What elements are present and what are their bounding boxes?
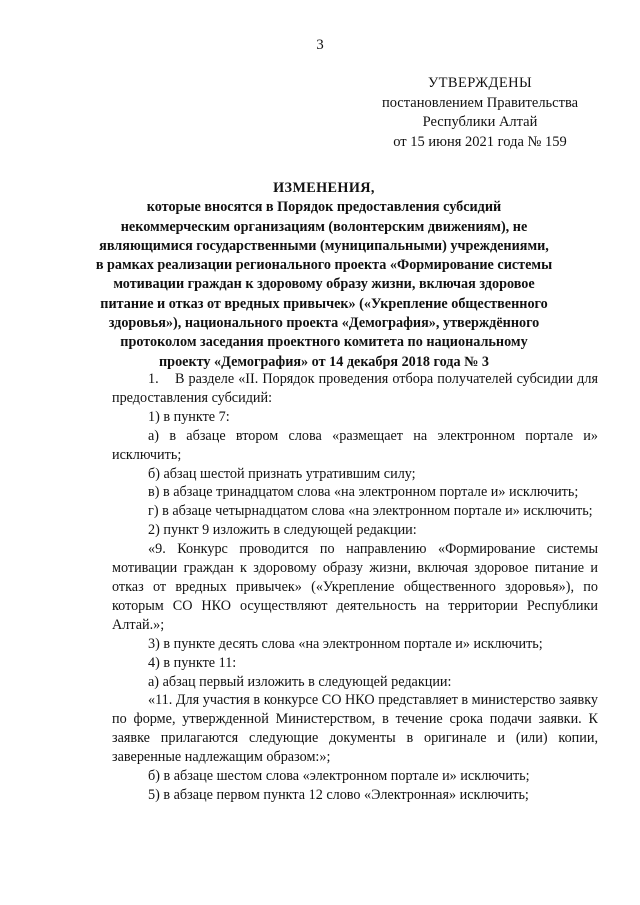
body-paragraph: б) абзац шестой признать утратившим силу; <box>148 465 416 482</box>
body-paragraph: «11. Для участия в конкурсе СО НКО представляет в министерство заявку по форме, утвержденной Министерством, в течение срока подачи заявки. К заявке прилагаются следующие документы в оригинале и (или) копии, заверенные надлежащим образом:»; <box>112 692 598 766</box>
title-line: которые вносятся в Порядок предоставления субсидий <box>146 199 502 216</box>
body-paragraph: а) абзац первый изложить в следующей редакции: <box>148 673 452 690</box>
body-paragraph: 1) в пункте 7: <box>148 408 230 425</box>
body-paragraph: 2) пункт 9 изложить в следующей редакции: <box>148 522 417 539</box>
title-line: протоколом заседания проектного комитета по национальному <box>120 334 528 351</box>
body-paragraph: 1. В разделе «II. Порядок проведения отбора получателей субсидии для предоставления субсидий: <box>112 371 598 406</box>
title-line: некоммерческим организациям (волонтерским движениям), не <box>120 218 528 235</box>
title-line: здоровья»), национального проекта «Демография», утверждённого <box>108 315 540 332</box>
body-paragraph: а) в абзаце втором слова «размещает на электронном портале и» исключить; <box>112 427 598 463</box>
body-paragraph: 4) в пункте 11: <box>148 654 237 671</box>
page-number: 3 <box>316 37 324 53</box>
body-paragraph: в) в абзаце тринадцатом слова «на электронном портале и» исключить; <box>148 484 579 501</box>
approval-line-date: от 15 июня 2021 года № 159 <box>393 133 567 150</box>
title-line: проекту «Демография» от 14 декабря 2018 года № 3 <box>159 353 489 370</box>
document-body <box>112 370 598 805</box>
title-line: питание и отказ от вредных привычек» («Укрепление общественного <box>100 295 548 312</box>
title-line: в рамках реализации регионального проекта «Формирование системы <box>95 257 553 274</box>
approval-heading: УТВЕРЖДЕНЫ <box>427 75 533 91</box>
body-paragraph: 3) в пункте десять слова «на электронном портале и» исключить; <box>148 635 543 652</box>
body-paragraph: «9. Конкурс проводится по направлению «Формирование системы мотивации граждан к здоровому образу жизни, включая здоровое питание и отказ от вредных привычек» («Укрепление общественного здоровья»), по которым СО НКО осуществляют деятельность на территории Республики Алтай.»; <box>112 541 598 633</box>
approval-line-republic: Республики Алтай <box>422 114 538 130</box>
approval-stamp-block <box>360 74 600 152</box>
title-heading: ИЗМЕНЕНИЯ, <box>273 180 375 196</box>
body-paragraph: г) в абзаце четырнадцатом слова «на электронном портале и» исключить; <box>148 503 593 520</box>
title-line: являющимися государственными (муниципальными) учреждениями, <box>99 237 549 254</box>
approval-line-resolution: постановлением Правительства <box>381 94 579 111</box>
body-paragraph: 5) в абзаце первом пункта 12 слово «Электронная» исключить; <box>148 786 529 803</box>
document-title <box>90 179 558 372</box>
body-paragraph: б) в абзаце шестом слова «электронном портале и» исключить; <box>148 768 530 785</box>
title-line: мотивации граждан к здоровому образу жизни, включая здоровое <box>113 276 535 293</box>
